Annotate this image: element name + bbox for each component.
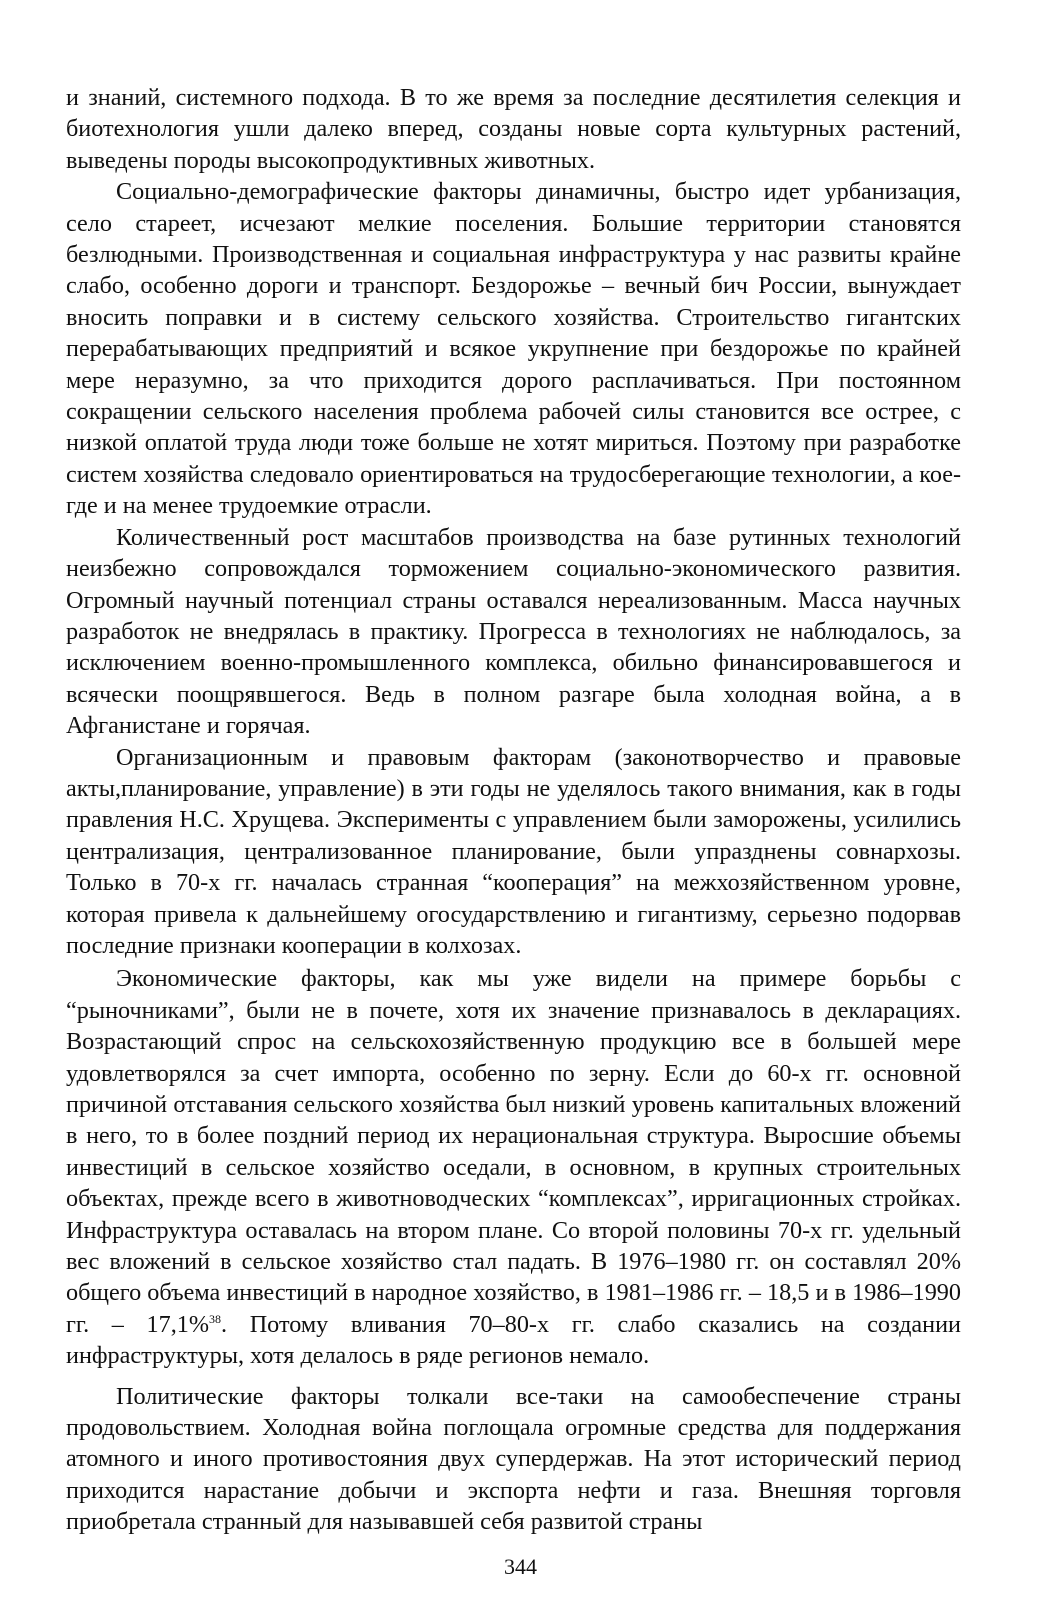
paragraph-political: Политические факторы толкали все-таки на самообеспечение страны продовольствием. Холодная война поглощала огромные средства для поддержания атомного и иного противостояния двух супердержав. На этот исторический период приходится нарастание добычи и экспорта нефти и газа. Внешняя торговля приобретала странный для называвшей себя развитой страны bbox=[66, 1382, 961, 1536]
paragraph-economic bbox=[66, 963, 961, 1371]
footnote-ref: 38 bbox=[209, 1311, 222, 1326]
page-number: 344 bbox=[504, 1554, 537, 1579]
paragraph-quantitative-growth: Количественный рост масштабов производства на базе рутинных технологий неизбежно сопровождался торможением социально-экономического развития. Огромный научный потенциал страны оставался нереализованным. Масса научных разработок не внедрялась в практику. Прогресса в технологиях не наблюдалось, за исключением военно-промышленного комплекса, обильно финансировавшегося и всячески поощрявшегося. Ведь в полном разгаре была холодная война, а в Афганистане и горячая. bbox=[66, 523, 961, 740]
paragraph-socio-demographic: Социально-демографические факторы динамичны, быстро идет урбанизация, село стареет, исчезают мелкие поселения. Большие территории становятся безлюдными. Производственная и социальная инфраструктура у нас развиты крайне слабо, особенно дороги и транспорт. Бездорожье – вечный бич России, вынуждает вносить поправки и в систему сельского хозяйства. Строительство гигантских перерабатывающих предприятий и всякое укрупнение при бездорожье по крайней мере неразумно, за что приходится дорого расплачиваться. При постоянном сокращении сельского населения проблема рабочей силы становится все острее, с низкой оплатой труда люди тоже больше не хотят мириться. Поэтому при разработке систем хозяйства следовало ориентироваться на трудосберегающие технологии, а кое-где и на менее трудоемкие отрасли. bbox=[66, 178, 961, 520]
paragraph-continuation: и знаний, системного подхода. В то же время за последние десятилетия селекция и биотехнология ушли далеко вперед, созданы новые сорта культурных растений, выведены породы высокопродуктивных животных. bbox=[66, 84, 961, 174]
page-body bbox=[66, 82, 961, 1538]
economic-text: Экономические факторы, как мы уже видели на примере борьбы с “рыночниками”, были не в почете, хотя их значение признавалось в декларациях. Возрастающий спрос на сельскохозяйственную продукцию все в большей мере удовлетворялся за счет импорта, особенно по зерну. Если до 60-х гг. основной причиной отставания сельского хозяйства был низкий уровень капитальных вложений в него, то в более поздний период их нерациональная структура. Выросшие объемы инвестиций в сельское хозяйство оседали, в основном, в крупных строительных объектах, прежде всего в животноводческих “комплексах”, ирригационных стройках. Инфраструктура оставалась на втором плане. Со второй половины 70-х гг. удельный вес вложений в сельское хозяйство стал падать. В 1976–1980 гг. он составлял 20% общего объема инвестиций в народное хозяйство, в 1981–1986 гг. – 18,5 и в 1986–1990 гг. – 17,1% bbox=[66, 965, 961, 1338]
economic-text-end: . Потому вливания 70–80-х гг. слабо сказались на создании инфраструктуры, хотя делалось в ряде регионов немало. bbox=[66, 1310, 961, 1370]
paragraph-organizational: Организационным и правовым факторам (законотворчество и правовые акты,планирование, управление) в эти годы не уделялось такого внимания, как в годы правления Н.С. Хрущева. Эксперименты с управлением были заморожены, усилились централизация, централизованное планирование, были упразднены совнархозы. Только в 70-х гг. началась странная “кооперация” на межхозяйственном уровне, которая привела к дальнейшему огосударствлению и гигантизму, серьезно подорвав последние признаки кооперации в колхозах. bbox=[66, 743, 961, 959]
